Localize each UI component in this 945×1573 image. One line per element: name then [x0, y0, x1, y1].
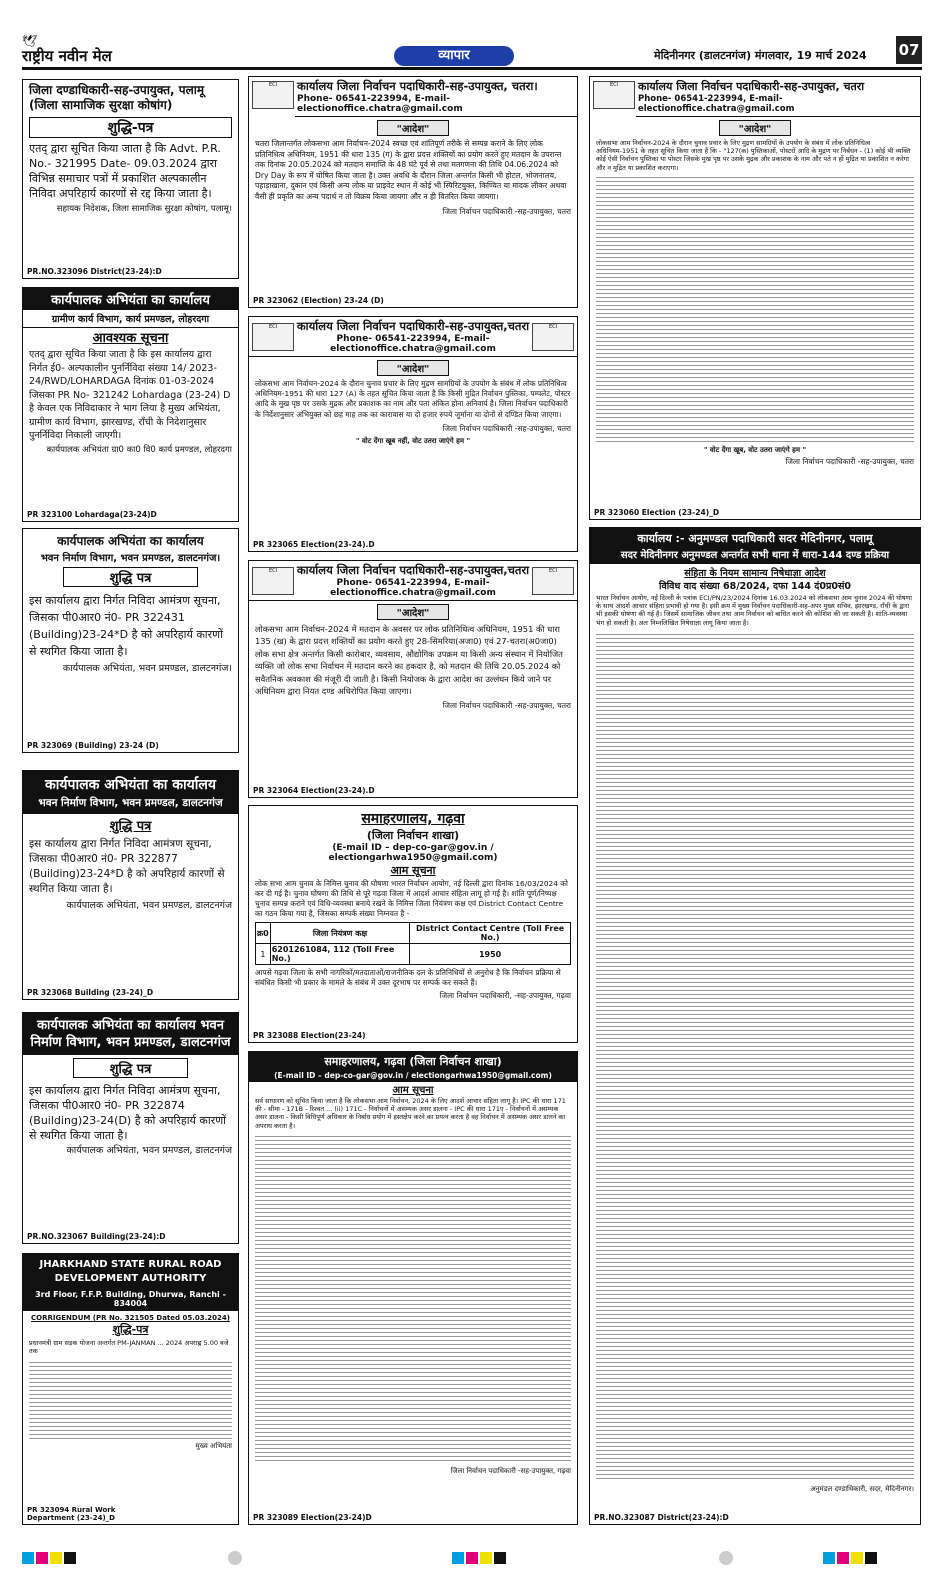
notice-title: समाहरणालय, गढ़वा (जिला निर्वाचन शाखा)	[249, 1052, 577, 1071]
notice-heading: "आदेश"	[377, 360, 449, 376]
page-number: 07	[896, 36, 922, 64]
notice-address: 3rd Floor, F.F.P. Building, Dhurwa, Ranchi - 834004	[23, 1290, 238, 1311]
notice-heading: शुद्धि पत्र	[73, 1058, 188, 1078]
election-logo-icon: ECI	[532, 567, 574, 595]
notice-signature: जिला निर्वाचन पदाधिकारी -सह-उपायुक्त, गढ़वा	[450, 1466, 571, 1475]
notice-title: समाहरणालय, गढ़वा	[361, 811, 465, 827]
registration-mark-icon	[228, 1551, 242, 1565]
election-logo-icon: ECI	[252, 567, 294, 595]
pr-number: PR 323094 Rural Work Department (23-24)_D	[27, 1506, 116, 1522]
notice-chatra-printing	[248, 316, 578, 552]
notice-heading: शुद्धि-पत्र	[112, 1323, 149, 1336]
pr-number: PR.NO.323087 District(23-24):D	[594, 1513, 729, 1522]
notice-slogan: " वोट देंगा खूब, वोट उतरा जाएंगे हम "	[703, 445, 807, 454]
print-registration-bar	[22, 1547, 922, 1565]
notice-title: कार्यालय जिला निर्वाचन पदाधिकारी-सह-उपायुक्त, चतरा।	[297, 79, 538, 93]
cyan-swatch-icon	[452, 1552, 464, 1564]
cyan-swatch-icon	[22, 1552, 34, 1564]
notice-subtitle: भवन निर्माण विभाग, भवन प्रमण्डल, डालटनगंज।	[40, 553, 221, 564]
notice-signature: अनुमंडल दण्डाधिकारी, सदर, मेदिनीनगर।	[810, 1484, 914, 1493]
notice-garhwa-ipc	[248, 1051, 578, 1525]
notice-contact: (E-mail ID – dep-co-gar@gov.in / electiongarhwa1950@gmail.com)	[249, 1071, 577, 1082]
notice-corrigendum: CORRIGENDUM (PR No. 321505 Dated 05.03.2024)	[31, 1314, 230, 1322]
notice-heading: शुद्धि पत्र	[63, 567, 198, 587]
notice-body: एतद् द्वारा सूचित किया जाता है कि Advt. P.R. No.- 321995 Date- 09.03.2024 द्वारा विभिन्न समाचार पत्रों में प्रकाशित अल्पकालीन निविदा अपरिहार्य कारणों से रद्द किया जाता है।	[29, 142, 221, 200]
black-swatch-icon	[865, 1552, 877, 1564]
table-header: जिला नियंत्रण कक्ष	[270, 923, 410, 944]
notice-caption: संहिता के नियम सामान्य निषेधाज्ञा आदेश	[684, 568, 826, 579]
election-logo-icon: ECI	[252, 323, 294, 351]
notice-medininagar-sec144	[589, 527, 921, 1525]
table-header: क्र0	[256, 923, 271, 944]
notice-chatra-127a	[589, 76, 921, 520]
masthead-rule	[22, 67, 922, 70]
notice-title: कार्यपालक अभियंता का कार्यालय भवन निर्माण विभाग, भवन प्रमण्डल, डालटनगंज	[23, 1013, 238, 1055]
notice-signature: कार्यपालक अभियंता ग्रा0 का0 वि0 कार्य प्रमण्डल, लोहरदगा	[46, 444, 232, 455]
notice-body: भारत निर्वाचन आयोग, नई दिल्ली के पत्रांक ECI/PN/23/2024 दिनांक 16.03.2024 को लोकसभा आम चुनाव 2024 की घोषणा के साथ आदर्श आचार संहिता प्रभावी हो गया है। इसी क्रम में मुख्य निर्वाचन पदाधिकारी-सह-अपर मुख्य सचिव, झारखण्ड, राँची के द्वारा भी इसकी घोषणा की गई है। जिसमें सामाजिक जीवन तथा आम निर्वाचन को बाधित करने की कोशिश की जा सकती है। शांति-व्यवस्था भंग हो सकती है। अतः निम्नलिखित निषेधाज्ञा लागू किया जाता है।	[596, 594, 912, 627]
notice-signature: सहायक निदेशक, जिला सामाजिक सुरक्षा कोषांग, पलामू।	[56, 204, 232, 214]
notice-chatra-paid-leave	[248, 560, 578, 798]
notice-subtitle: भवन निर्माण विभाग, भवन प्रमण्डल, डालटनगंज	[23, 794, 238, 814]
masthead	[22, 34, 922, 68]
notice-subtitle: ग्रामीण कार्य विभाग, कार्य प्रमण्डल, लोहरदगा	[23, 310, 238, 328]
pr-number: PR 323100 Lohardaga(23-24)D	[27, 510, 157, 519]
election-logo-icon: ECI	[593, 81, 635, 109]
pr-number: PR 323065 Election(23-24).D	[253, 540, 375, 549]
notice-title: जिला दण्डाधिकारी-सह-उपायुक्त, पलामू (जिला सामाजिक सुरक्षा कोषांग)	[29, 83, 205, 112]
notice-contact: Phone- 06541-223994, E-mail-electionoffice.chatra@gmail.com	[297, 94, 463, 114]
registration-mark-icon	[719, 1551, 733, 1565]
section-label: व्यापार	[394, 46, 514, 66]
notice-body: सर्व साधारण को सूचित किया जाता है कि लोकसभा आम निर्वाचन, 2024 के लिए आदर्श आचार संहिता लागू है। IPC की धारा 171 की - सीमा - 171B - रिश्वत ... (ii) 171C - निर्वाचनों में असम्यक असर डालना - IPC की धारा 171ए - निर्वाचनों में असम्यक असर डालना - किसी विधिपूर्ण अधिकार के निर्बाध प्रयोग में हस्तक्षेप करने का प्रयत्न करता है वह निर्वाचन में असम्यक असर डालने का अपराध करता है।	[255, 1097, 566, 1130]
notice-contact: (E-mail ID – dep-co-gar@gov.in / electiongarhwa1950@gmail.com)	[328, 843, 498, 863]
table-cell: 1	[256, 944, 271, 965]
notice-closing: आपसे गढ़वा जिला के सभी नागरिकों/मतदाताओं/राजनीतिक दल के प्रतिनिधियों से अनुरोध है कि निर्वाचन प्रक्रिया से संबंधित किसी भी प्रकार के मामले के संबंध में उक्त दूरभाष पर सम्पर्क कर सकते हैं।	[255, 968, 561, 987]
notice-heading: "आदेश"	[719, 120, 791, 136]
notice-heading: शुद्धि-पत्र	[29, 117, 232, 138]
notice-title: कार्यपालक अभियंता का कार्यालय	[23, 288, 238, 310]
notice-body: इस कार्यालय द्वारा निर्गत निविदा आमंत्रण सूचना, जिसका पी0आर0 नं0- PR 322431 (Building)23-24*D है को अपरिहार्य कारणों से स्थगित किया जाता है।	[29, 594, 223, 658]
notice-jsrrda	[22, 1253, 239, 1525]
notice-signature: कार्यपालक अभियंता, भवन प्रमण्डल, डालटनगंज।	[62, 663, 232, 674]
notice-title: कार्यालय जिला निर्वाचन पदाधिकारी-सह-उपायुक्त,चतरा	[296, 563, 530, 577]
notice-signature: जिला निर्वाचन पदाधिकारी -सह-उपायुक्त, चतरा	[442, 423, 571, 433]
notice-title: कार्यपालक अभियंता का कार्यालय	[23, 771, 238, 794]
notice-body: लोक सभा आम चुनाव के निमित्त चुनाव की घोषणा भारत निर्वाचन आयोग, नई दिल्ली द्वारा दिनांक 16/03/2024 को कर दी गई है। चुनाव घोषणा की तिथि से पूरे गढ़वा जिला में आदर्श आचार संहिता लागू हो गई है। शांति पूर्ण/निष्पक्ष चुनाव सम्पन्न कराने एवं विधि-व्यवस्था बनाये रखने के निमित्त जिला नियंत्रण कक्ष एवं District Contact Centre का गठन किया गया है, जिसका सम्पर्क संख्या निम्नवत है -	[255, 879, 568, 918]
notice-slogan: " वोट देंगा खूब नहीं, वोट उतरा जाएंगे हम "	[355, 436, 471, 445]
notice-heading: शुद्धि पत्र	[109, 819, 152, 834]
yellow-swatch-icon	[480, 1552, 492, 1564]
notice-building-322874	[22, 1012, 239, 1244]
notice-title: कार्यालय :- अनुमण्डल पदाधिकारी सदर मेदिनीनगर, पलामू	[590, 528, 920, 546]
notice-title: कार्यालय जिला निर्वाचन पदाधिकारी-सह-उपायुक्त, चतरा	[638, 80, 865, 93]
notice-building-322877	[22, 770, 239, 1000]
notice-signature: जिला निर्वाचन पदाधिकारी -सह-उपायुक्त, चतरा	[442, 206, 571, 216]
yellow-swatch-icon	[50, 1552, 62, 1564]
notice-heading: "आदेश"	[377, 604, 449, 620]
notice-signature: कार्यपालक अभियंता, भवन प्रमण्डल, डालटनगंज	[66, 1145, 232, 1156]
election-logo-icon: ECI	[532, 323, 574, 351]
notice-title: कार्यालय जिला निर्वाचन पदाधिकारी-सह-उपायुक्त,चतरा	[296, 319, 530, 333]
notice-title: कार्यपालक अभियंता का कार्यालय	[57, 534, 204, 548]
notice-palamu-corrigendum	[22, 79, 239, 279]
notice-heading: आम सूचना	[390, 864, 436, 877]
pr-number: PR 323088 Election(23-24)	[253, 1031, 366, 1040]
magenta-swatch-icon	[36, 1552, 48, 1564]
newspaper-title: राष्ट्रीय नवीन मेल	[22, 47, 112, 65]
notice-body: लोकसभा आम निर्वाचन-2024 के दौरान चुनाव प्रचार के लिए मुद्रण सामग्रियों के उपयोग के संबंध में लोक प्रतिनिधित्व अधिनियम-1951 के तहत सूचित किया जाता है कि - "127(क) पुस्तिकाओं, पोस्टरों आदि के मुद्रण पर निर्बंधन - (1) कोई भी व्यक्ति कोई ऐसी निर्वाचन पुस्तिका या पोस्टर जिसके मुख पृष्ठ पर उसके मुद्रक और प्रकाशक के नाम और पते न हों मुद्रित या प्रकाशित न करेगा और न मुद्रित या प्रकाशित कराएगा।	[596, 139, 911, 172]
fine-print-lines	[596, 631, 914, 1481]
bird-logo-icon: 🕊	[22, 34, 38, 48]
pr-number: PR 323069 (Building) 23-24 (D)	[27, 741, 159, 750]
notice-body: लोकसभा आम निर्वाचन-2024 के दौरान चुनाव प्रचार के लिए मुद्रण सामग्रियों के उपयोग के संबंध में लोक प्रतिनिधित्व अधिनियम-1951 की धारा 127 (A) के तहत सूचित किया जाता है कि किसी मुद्रित निर्वाचन पुस्तिका, पम्पलेट, पोस्टर आदि के मुख पृष्ठ पर उसके मुद्रक और प्रकाशक का नाम और पता अंकित होना अनिवार्य है। जिला निर्वाचन पदाधिकारी के निर्देशानुसार अभियुक्त को छह माह तक का कारावास या दो हजार रुपये जुर्माना या दोनों से दण्डित किया जाएगा।	[255, 379, 571, 419]
notice-signature: जिला निर्वाचन पदाधिकारी, -सह-उपायुक्त, गढ़वा	[439, 991, 571, 1000]
fine-print-lines	[596, 174, 914, 444]
pr-number: PR 323064 Election(23-24).D	[253, 786, 375, 795]
yellow-swatch-icon	[851, 1552, 863, 1564]
notice-signature: कार्यपालक अभियंता, भवन प्रमण्डल, डालटनगंज	[66, 900, 232, 911]
fine-print-lines	[29, 1359, 232, 1439]
table-row	[256, 944, 571, 965]
pr-number: PR 323062 (Election) 23-24 (D)	[253, 296, 384, 305]
issue-date: मेदिनीनगर (डालटनगंज) मंगलवार, 19 मार्च 2024	[654, 49, 867, 62]
black-swatch-icon	[64, 1552, 76, 1564]
notice-body: प्रधानमंत्री ग्राम सड़क योजना अन्तर्गत PM-JANMAN ... 2024 अपराह्न 5.00 बजे तक	[29, 1339, 229, 1356]
cyan-swatch-icon	[823, 1552, 835, 1564]
notice-body: इस कार्यालय द्वारा निर्गत निविदा आमंत्रण सूचना, जिसका पी0आर0 नं0- PR 322874 (Building)23-24(D) है को अपरिहार्य कारणों से स्थगित किया जाता है।	[29, 1084, 227, 1142]
table-header: District Contact Centre (Toll Free No.)	[410, 923, 571, 944]
election-logo-icon: ECI	[252, 81, 294, 109]
notice-garhwa-contact	[248, 805, 578, 1043]
notice-contact: Phone- 06541-223994, E-mail-electionoffice.chatra@gmail.com	[638, 94, 795, 114]
pr-number: PR.NO.323096 District(23-24):D	[27, 267, 162, 276]
notice-heading: आवश्यक सूचना	[92, 331, 169, 346]
notice-body: चतरा जिलान्तर्गत लोकसभा आम निर्वाचन-2024 स्वच्छ एवं शांतिपूर्ण तरीके से सम्पन्न कराने के लिए लोक प्रतिनिधित्व अधिनियम, 1951 की धारा 135 (ग) के द्वारा प्रदत्त शक्तियों का प्रयोग करते हुए मतदान के उपरान्त तक दिनांक 20.05.2024 को मतदान समाप्ति के 48 घंटे पूर्व से तथा मतगणना की तिथि 04.06.2024 को Dry Day के रूप में घोषित किया जाता है। उक्त अवधि के दौरान जिला अन्तर्गत किसी भी होटल, भोजनालय, पहाड़ाखाना, दुकान एवं किसी अन्य लोक या प्राइवेट स्थान में कोई भी स्पिरिटयुक्त, किण्वित या मादक लीकर अथवा वैसी ही प्रकृति का अन्य पदार्थ न तो विक्रय किया जायगा और न ही वितरित किया जायगा।	[255, 139, 567, 201]
table-header-row	[256, 923, 571, 944]
notice-building-322431	[22, 528, 239, 753]
notice-heading: आम सूचना	[392, 1085, 434, 1096]
notice-chatra-dry-day	[248, 76, 578, 308]
magenta-swatch-icon	[466, 1552, 478, 1564]
pr-number: PR 323089 Election(23-24)D	[253, 1513, 372, 1522]
table-cell: 1950	[410, 944, 571, 965]
notice-signature: मुख्य अभियंता	[195, 1442, 232, 1451]
pr-number: PR 323060 Election (23-24)_D	[594, 508, 720, 517]
notice-heading: "आदेश"	[377, 120, 449, 136]
notice-subtitle: सदर मेदिनीनगर अनुमण्डल अन्तर्गत सभी थाना में धारा-144 दण्ड प्रक्रिया	[590, 546, 920, 564]
notice-body: लोकसभा आम निर्वाचन-2024 में मतदान के अवसर पर लोक प्रतिनिधित्व अधिनियम, 1951 की धारा 135 (ख) के द्वारा प्रदत्त शक्तियों का प्रयोग करते हुए 28-सिमरिया(अजा0) एवं 27-चतरा(अ0जा0) लोक सभा क्षेत्र अन्तर्गत किसी कारोबार, व्यवसाय, औद्योगिक उपक्रम या किसी अन्य संस्थान में नियोजित व्यक्ति जो लोक सभा निर्वाचन में मतदान करने का हकदार है, को मतदान की तिथि 20.05.2024 को सवैतनिक अवकाश की मंजूरी दी जाती है। किसी नियोजक के द्वारा आदेश का उल्लंघन किये जाने पर अधिनियम द्वारा नियत दण्ड अधिरोपित किया जाएगा।	[255, 624, 563, 697]
notice-body: इस कार्यालय द्वारा निर्गत निविदा आमंत्रण सूचना, जिसका पी0आर0 नं0- PR 322877 (Building)23-24*D है को अपरिहार्य कारणों से स्थगित किया जाता है।	[29, 838, 225, 895]
notice-contact: Phone- 06541-223994, E-mail-electionoffice.chatra@gmail.com	[330, 578, 496, 598]
notice-case-number: विविध वाद संख्या 68/2024, दफा 144 दं0प्र0सं0	[658, 581, 851, 592]
black-swatch-icon	[494, 1552, 506, 1564]
magenta-swatch-icon	[837, 1552, 849, 1564]
notice-title: JHARKHAND STATE RURAL ROAD DEVELOPMENT AUTHORITY	[23, 1254, 238, 1290]
notice-rwd-lohardaga	[22, 287, 239, 522]
fine-print-lines	[255, 1133, 571, 1463]
contact-table	[255, 922, 571, 965]
pr-number: PR 323068 Building (23-24)_D	[27, 988, 154, 997]
table-cell: 6201261084, 112 (Toll Free No.)	[270, 944, 410, 965]
notice-signature: जिला निर्वाचन पदाधिकारी -सह-उपायुक्त, चतरा	[442, 701, 571, 711]
notice-subtitle: (जिला निर्वाचन शाखा)	[366, 829, 460, 842]
notice-contact: Phone- 06541-223994, E-mail-electionoffice.chatra@gmail.com	[330, 334, 496, 354]
notice-body: एतद् द्वारा सूचित किया जाता है कि इस कार्यालय द्वारा निर्गत ई0- अल्पकालीन पुनर्निविदा संख्या 14/ 2023-24/RWD/LOHARDAGA दिनांक 01-03-2024 जिसका PR No- 321242 Lohardaga (23-24) D है केवल एक निविदाकार ने भाग लिया है मुख्य अभियंता, ग्रामीण कार्य विभाग, झारखण्ड, राँची के निदेशानुसार पुनर्निविदा निकाली जाएगी।	[29, 349, 231, 441]
notice-signature: जिला निर्वाचन पदाधिकारी -सह-उपायुक्त, चतरा	[785, 456, 914, 466]
pr-number: PR.NO.323067 Building(23-24):D	[27, 1232, 166, 1241]
